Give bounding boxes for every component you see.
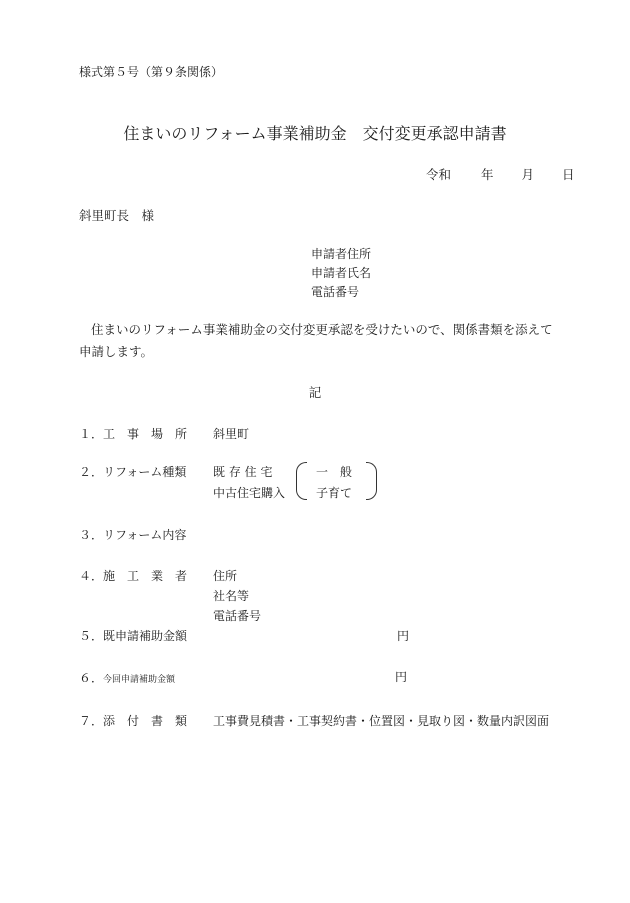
contractor-address: 住所 bbox=[213, 569, 238, 583]
form-number: 様式第５号（第９条関係） bbox=[79, 65, 224, 79]
reform-type-option-existing: 既 存 住 宅 bbox=[213, 465, 273, 479]
reform-sub-childcare: 子育て bbox=[316, 486, 353, 500]
date-month: 月 bbox=[521, 167, 535, 182]
date-line bbox=[426, 165, 575, 183]
existing-amount-unit: 円 bbox=[397, 629, 410, 643]
contractor-company: 社名等 bbox=[213, 589, 250, 603]
current-amount-unit: 円 bbox=[395, 670, 408, 684]
contractor-label: ４．施 工 業 者 bbox=[79, 569, 188, 583]
existing-amount-label: ５．既申請補助金額 bbox=[79, 629, 188, 643]
date-era: 令和 bbox=[426, 167, 452, 182]
reform-type-option-used: 中古住宅購入 bbox=[213, 486, 286, 500]
applicant-address-label: 申請者住所 bbox=[311, 247, 372, 261]
left-bracket bbox=[296, 462, 307, 500]
right-bracket bbox=[366, 462, 377, 500]
current-amount-line bbox=[79, 669, 175, 686]
reform-sub-general: 一 般 bbox=[316, 465, 353, 479]
current-amount-label: 今回申請補助金額 bbox=[103, 675, 176, 685]
site-label: １．工 事 場 所 bbox=[79, 427, 188, 441]
reform-type-label: ２．リフォーム種類 bbox=[79, 465, 187, 479]
attachments-label: ７．添 付 書 類 bbox=[79, 714, 188, 728]
site-value: 斜里町 bbox=[213, 427, 250, 441]
applicant-phone-label: 電話番号 bbox=[311, 285, 360, 299]
body-text: 住まいのリフォーム事業補助金の交付変更承認を受けたいので、関係書類を添えて申請します。 bbox=[79, 322, 553, 359]
date-day: 日 bbox=[562, 167, 575, 182]
date-year: 年 bbox=[481, 167, 494, 182]
current-amount-number: ６． bbox=[79, 671, 104, 685]
attachments-value: 工事費見積書・工事契約書・位置図・見取り図・数量内訳図面 bbox=[213, 714, 550, 728]
applicant-name-label: 申請者氏名 bbox=[311, 266, 372, 280]
addressee: 斜里町長 様 bbox=[79, 208, 155, 223]
reform-content-label: ３．リフォーム内容 bbox=[79, 528, 187, 542]
ki-heading: 記 bbox=[308, 385, 322, 400]
contractor-phone: 電話番号 bbox=[213, 609, 262, 623]
page-title: 住まいのリフォーム事業補助金 交付変更承認申請書 bbox=[123, 124, 507, 143]
